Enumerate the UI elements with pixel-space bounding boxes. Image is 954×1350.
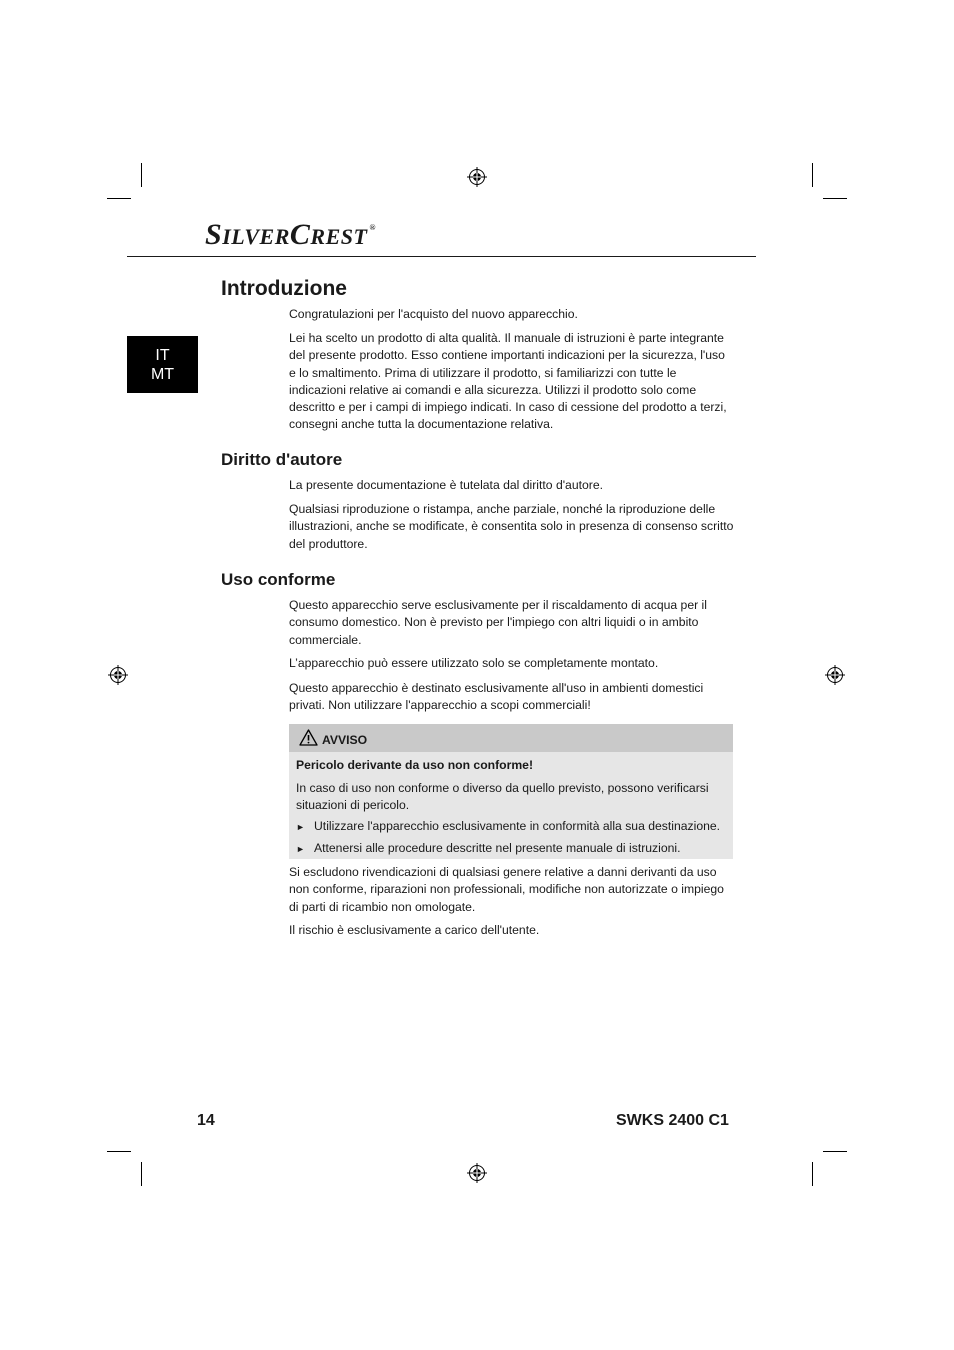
paragraph: L’apparecchio può essere utilizzato solo se completamente montato. [289, 656, 659, 670]
paragraph: Questo apparecchio serve esclusivamente per il riscaldamento di acqua per il consumo domestico. Non è previsto per l'impiego con altri liquidi o in ambito commerciale. [289, 598, 707, 647]
warning-text: In caso di uso non conforme o diverso da quello previsto, possono verificarsi situazioni di pericolo. [296, 781, 709, 813]
warning-bullet: ► Attenersi alle procedure descritte nel presente manuale di istruzioni. [296, 840, 681, 858]
brand-logo: SILVERCREST ® [205, 218, 376, 251]
paragraph: La presente documentazione è tutelata dal diritto d'autore. [289, 478, 603, 492]
crop-mark [141, 163, 142, 187]
section-title-intended-use: Uso conforme [221, 570, 336, 589]
paragraph: Si escludono rivendicazioni di qualsiasi genere relative a danni derivanti da uso non conforme, riparazioni non professionali, modifiche non autorizzate o impiego di parti di ricambio non omologate. [289, 865, 724, 914]
paragraph: Congratulazioni per l'acquisto del nuovo apparecchio. [289, 307, 578, 321]
language-code: MT [150, 365, 175, 383]
paragraph: Lei ha scelto un prodotto di alta qualità. Il manuale di istruzioni è parte integrante del presente prodotto. Esso contiene importanti indicazioni per la sicurezza, l'uso e lo smaltimento. Prima di utilizzare il prodotto, si familiarizzi con tutte le indicazioni relative ai comandi e alla sicurezza. Utilizzi il prodotto solo come descritto e per i campi di impiego indicati. In caso di cessione del prodotto a terzi, consegni anche tutta la documentazione relativa. [289, 331, 727, 432]
paragraph: Il rischio è esclusivamente a carico dell'utente. [289, 923, 540, 937]
language-tab [127, 336, 198, 393]
page-number: 14 [197, 1112, 215, 1129]
registration-mark-icon [108, 665, 128, 685]
registration-mark-icon [825, 665, 845, 685]
paragraph: Questo apparecchio è destinato esclusivamente all'uso in ambienti domestici privati. Non utilizzare l'apparecchio a scopi commerciali! [289, 681, 704, 713]
arrow-right-icon: ► [296, 844, 305, 854]
crop-mark [107, 1151, 131, 1152]
warning-label: AVVISO [322, 733, 368, 747]
section-title-copyright: Diritto d'autore [221, 450, 343, 469]
paragraph: Qualsiasi riproduzione o ristampa, anche parziale, nonché la riproduzione delle illustrazioni, anche se modificate, è consentita solo in presenza di consenso scritto del produttore. [289, 502, 734, 551]
crop-mark [812, 163, 813, 187]
header-divider [127, 256, 756, 257]
crop-mark [141, 1162, 142, 1186]
language-code: IT [155, 346, 170, 364]
crop-mark [823, 1151, 847, 1152]
section-title-intro: Introduzione [221, 277, 347, 300]
warning-triangle-icon [299, 729, 318, 746]
model-number: SWKS 2400 C1 [616, 1112, 729, 1129]
crop-mark [812, 1162, 813, 1186]
crop-mark [107, 198, 131, 199]
arrow-right-icon: ► [296, 822, 305, 832]
warning-bullet: ► Utilizzare l'apparecchio esclusivamente in conformità alla sua destinazione. [296, 818, 720, 836]
crop-mark [823, 198, 847, 199]
warning-title: Pericolo derivante da uso non conforme! [296, 758, 534, 772]
registration-mark-icon [467, 167, 487, 187]
registration-mark-icon [467, 1163, 487, 1183]
